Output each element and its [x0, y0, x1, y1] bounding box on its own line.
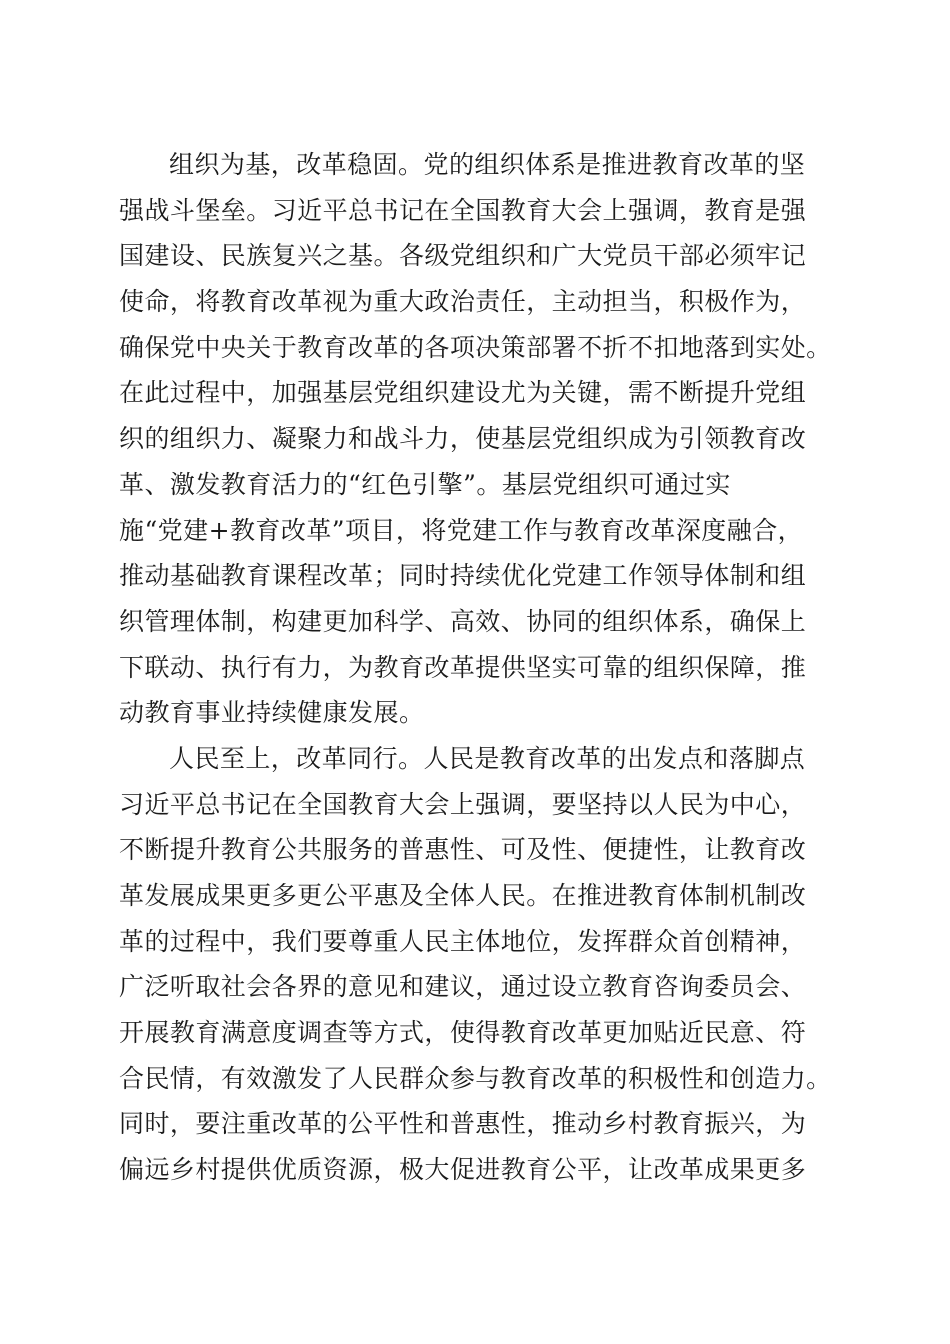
text-line: 广泛听取社会各界的意见和建议，通过设立教育咨询委员会、	[119, 972, 807, 1002]
text-line: 动教育事业持续健康发展。	[119, 698, 425, 728]
text-line: 革、激发教育活力的“红色引擎”。基层党组织可通过实	[119, 469, 731, 499]
text-line: 确保党中央关于教育改革的各项决策部署不折不扣地落到实处。	[119, 332, 832, 362]
text-line: 开展教育满意度调查等方式，使得教育改革更加贴近民意、符	[119, 1018, 807, 1048]
body-text	[119, 142, 839, 1193]
text-line: 织的组织力、凝聚力和战斗力，使基层党组织成为引领教育改	[119, 424, 807, 454]
text-line: 推动基础教育课程改革；同时持续优化党建工作领导体制和组	[119, 561, 807, 591]
text-line: 同时，要注重改革的公平性和普惠性，推动乡村教育振兴，为	[119, 1109, 807, 1139]
text-line: 不断提升教育公共服务的普惠性、可及性、便捷性，让教育改	[119, 835, 807, 865]
text-line: 人民至上，改革同行。人民是教育改革的出发点和落脚点	[169, 743, 806, 773]
text-line: 革发展成果更多更公平惠及全体人民。在推进教育体制机制改	[119, 881, 807, 910]
text-line: 使命，将教育改革视为重大政治责任，主动担当，积极作为，	[119, 287, 807, 317]
paragraph-people	[119, 736, 839, 1193]
text-line: 组织为基，改革稳固。党的组织体系是推进教育改革的坚	[169, 150, 806, 179]
text-line: 织管理体制，构建更加科学、高效、协同的组织体系，确保上	[119, 606, 807, 636]
text-line: 施“党建+教育改革”项目，将党建工作与教育改革深度融合，	[119, 515, 804, 545]
text-line: 习近平总书记在全国教育大会上强调，要坚持以人民为中心，	[119, 789, 807, 819]
text-line: 合民情，有效激发了人民群众参与教育改革的积极性和创造力。	[119, 1063, 832, 1093]
text-line: 强战斗堡垒。习近平总书记在全国教育大会上强调，教育是强	[119, 195, 807, 225]
text-line: 偏远乡村提供优质资源，极大促进教育公平，让改革成果更多	[119, 1155, 807, 1185]
text-line: 在此过程中，加强基层党组织建设尤为关键，需不断提升党组	[119, 378, 807, 408]
text-line: 国建设、民族复兴之基。各级党组织和广大党员干部必须牢记	[119, 241, 807, 271]
text-line: 下联动、执行有力，为教育改革提供坚实可靠的组织保障，推	[119, 652, 807, 682]
paragraph-organization	[119, 142, 839, 736]
text-line: 革的过程中，我们要尊重人民主体地位，发挥群众首创精神，	[119, 926, 807, 956]
